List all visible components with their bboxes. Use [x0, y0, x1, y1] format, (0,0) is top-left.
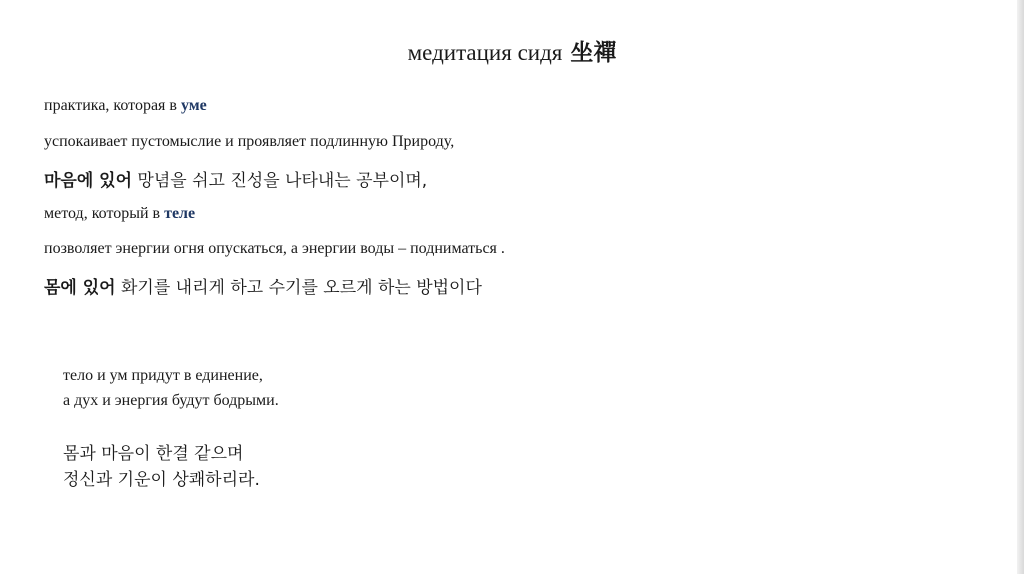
line-text: практика, которая в: [44, 97, 181, 114]
verse-text: а дух и энергия будут бодрыми.: [63, 392, 279, 409]
verse-text: 정신과 기운이 상쾌하리라.: [63, 470, 260, 490]
bold-korean-body: 몸에 있어: [44, 278, 116, 298]
line-practice-mind: [44, 97, 207, 115]
verse-ru-line-2: [63, 392, 279, 410]
highlight-body: теле: [164, 205, 196, 222]
line-method-body: [44, 205, 195, 223]
slide-title: [0, 34, 1024, 67]
line-korean-body: [44, 273, 482, 298]
bold-korean-mind: 마음에 있어: [44, 171, 133, 191]
verse-ko-line-1: [63, 439, 243, 464]
highlight-mind: уме: [180, 97, 207, 114]
line-calms-mind: [44, 133, 454, 151]
line-text: 화기를 내리게 하고 수기를 오르게 하는 방법이다: [115, 278, 482, 298]
line-text: 망념을 쉬고 진성을 나타내는 공부이며,: [132, 171, 428, 191]
verse-ko-line-2: [63, 465, 260, 490]
line-text: позволяет энергии огня опускаться, а энергии воды – подниматься .: [44, 240, 505, 257]
verse-text: тело и ум придут в единение,: [63, 367, 263, 384]
title-hanja: 坐禪: [570, 40, 617, 66]
line-text: метод, который в: [44, 205, 165, 222]
line-fire-water: [44, 240, 505, 258]
title-text: медитация сидя: [407, 40, 563, 65]
line-korean-mind: [44, 166, 427, 191]
verse-ru-line-1: [63, 367, 263, 385]
line-text: успокаивает пустомыслие и проявляет подлинную Природу,: [44, 133, 455, 150]
verse-text: 몸과 마음이 한결 같으며: [63, 444, 244, 464]
slide-edge-shadow: [1017, 0, 1024, 574]
